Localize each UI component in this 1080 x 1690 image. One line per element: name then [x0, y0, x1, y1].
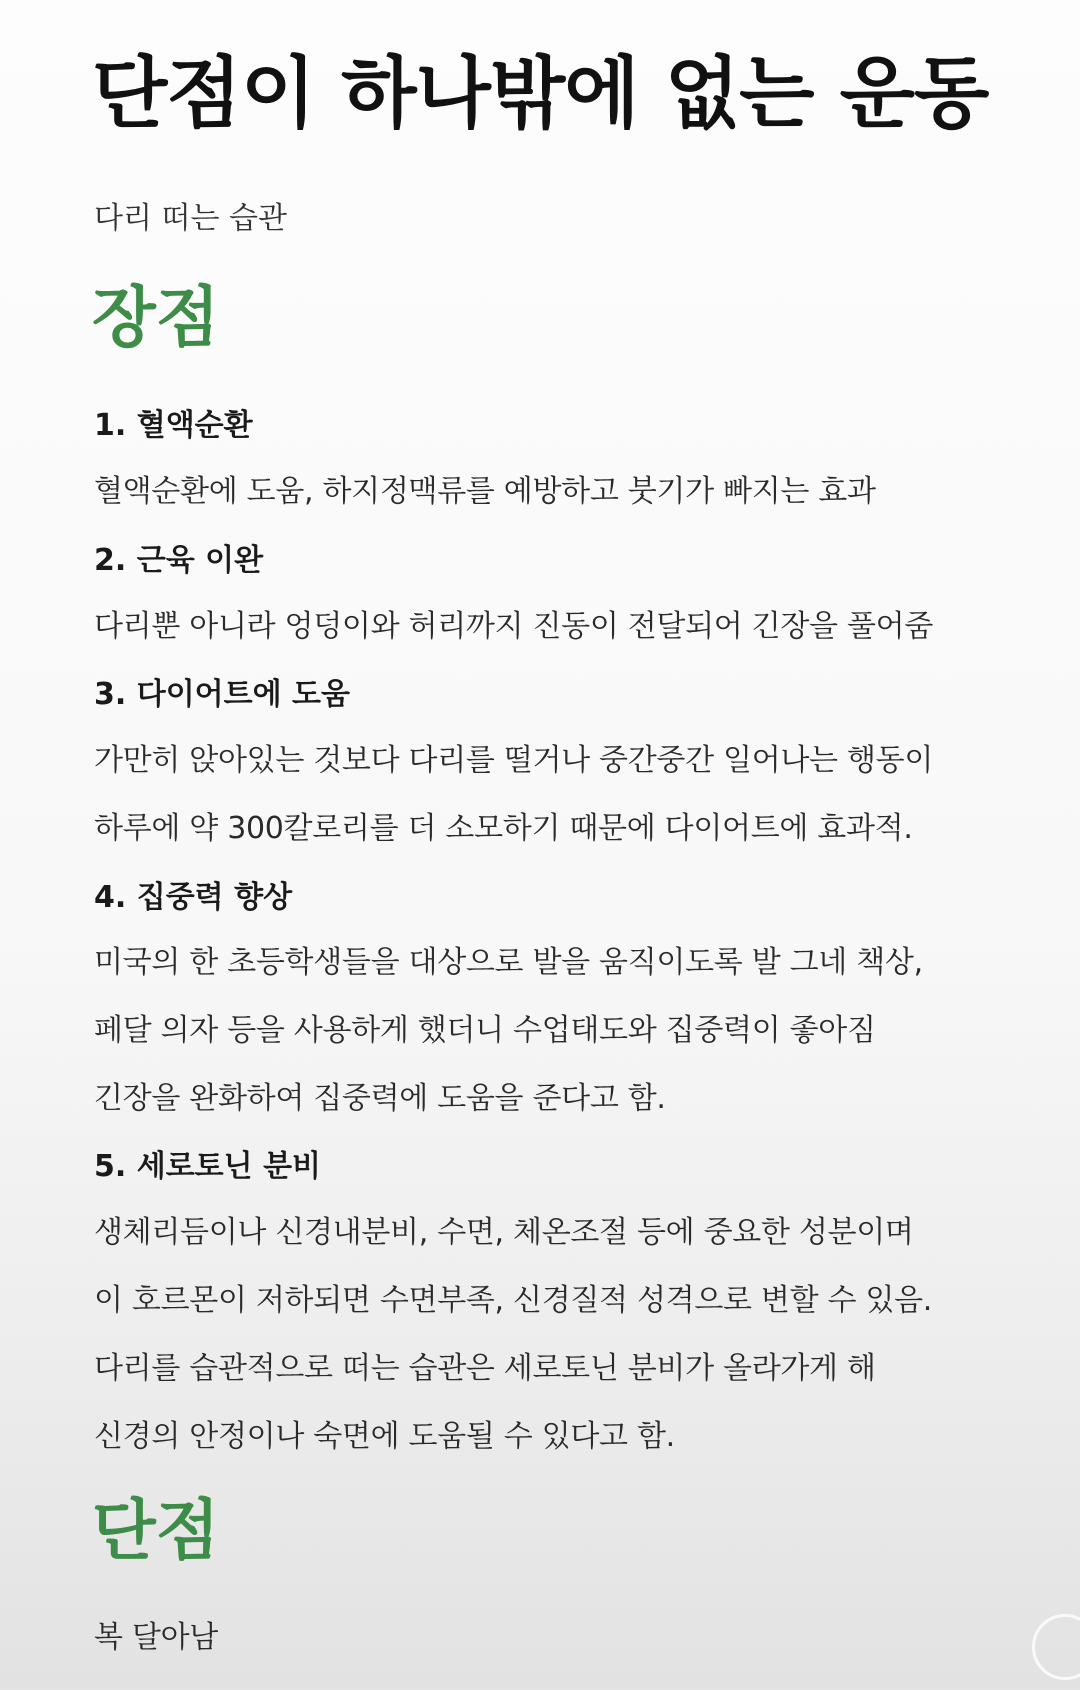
pros-item-4-title: 4. 집중력 향상 — [94, 880, 293, 915]
pros-item-3-line-2: 하루에 약 300칼로리를 더 소모하기 때문에 다이어트에 효과적. — [94, 811, 913, 846]
corner-circle-decoration — [1032, 1614, 1080, 1680]
pros-item-5-line-2: 이 호르몬이 저하되면 수면부족, 신경질적 성격으로 변할 수 있음. — [94, 1283, 933, 1318]
pros-item-5-line-1: 생체리듬이나 신경내분비, 수면, 체온조절 등에 중요한 성분이며 — [94, 1215, 914, 1250]
pros-item-4-line-1: 미국의 한 초등학생들을 대상으로 발을 움직이도록 발 그네 책상, — [94, 945, 923, 980]
pros-heading: 장점 — [92, 279, 220, 356]
page-subtitle: 다리 떠는 습관 — [94, 201, 287, 236]
pros-item-1-line-1: 혈액순환에 도움, 하지정맥류를 예방하고 붓기가 빠지는 효과 — [94, 474, 876, 509]
cons-text: 복 달아남 — [94, 1620, 218, 1655]
pros-item-3-line-1: 가만히 앉아있는 것보다 다리를 떨거나 중간중간 일어나는 행동이 — [94, 743, 934, 778]
pros-item-2-line-1: 다리뿐 아니라 엉덩이와 허리까지 진동이 전달되어 긴장을 풀어줌 — [94, 609, 934, 644]
pros-item-2-title: 2. 근육 이완 — [94, 543, 264, 578]
pros-item-5-title: 5. 세로토닌 분비 — [94, 1149, 322, 1184]
pros-item-1-title: 1. 혈액순환 — [94, 408, 253, 443]
pros-item-3-title: 3. 다이어트에 도움 — [94, 677, 351, 712]
cons-heading: 단점 — [92, 1492, 220, 1569]
page-title: 단점이 하나밖에 없는 운동 — [92, 49, 989, 139]
pros-item-4-line-3: 긴장을 완화하여 집중력에 도움을 준다고 함. — [94, 1081, 666, 1116]
pros-item-4-line-2: 페달 의자 등을 사용하게 했더니 수업태도와 집중력이 좋아짐 — [94, 1013, 876, 1048]
pros-item-5-line-4: 신경의 안정이나 숙면에 도움될 수 있다고 함. — [94, 1419, 675, 1454]
pros-item-5-line-3: 다리를 습관적으로 떠는 습관은 세로토닌 분비가 올라가게 해 — [94, 1351, 876, 1386]
